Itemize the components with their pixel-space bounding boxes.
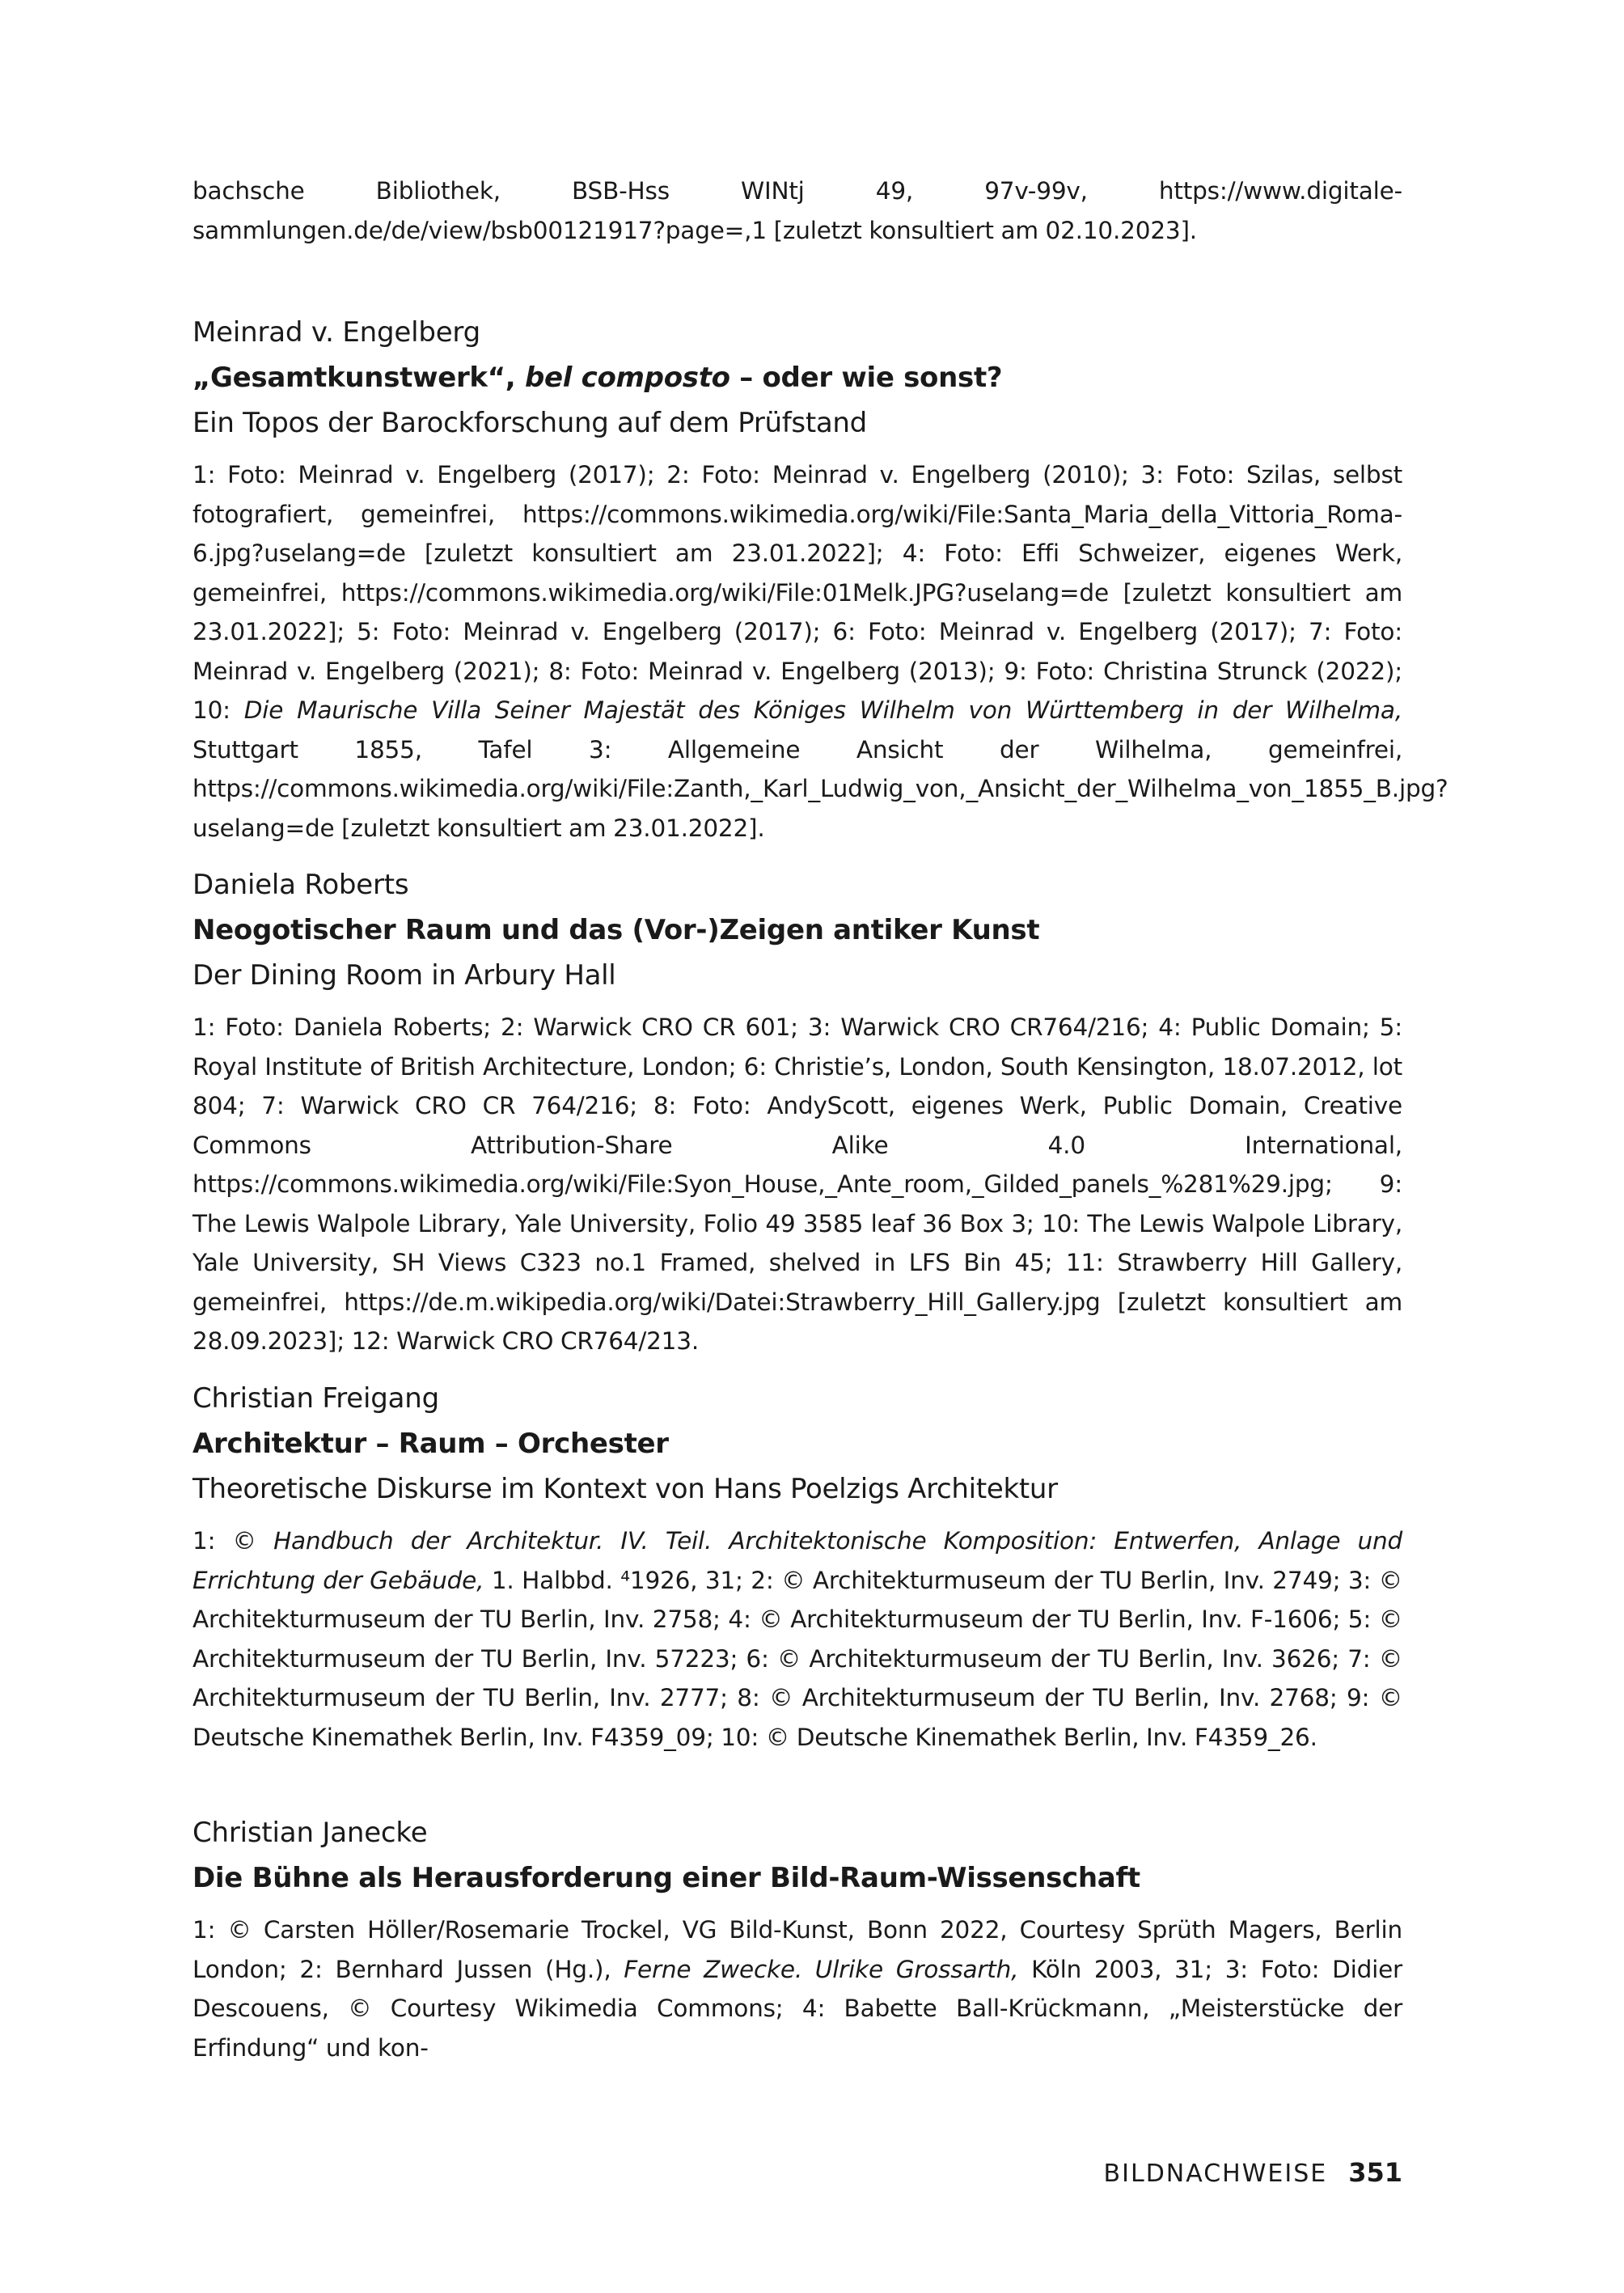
entry-credits: 1: Foto: Meinrad v. Engelberg (2017); 2: Foto: Meinrad v. Engelberg (2010); 3: Foto: Szilas, selbst fotografiert, gemeinfrei, https://commons.wikimedia.org/wiki/File:Santa_Maria_della_Vittoria_Roma-6.jpg?uselang=de [zuletzt konsultiert am 23.01.2022]; 4: Foto: Effi Schweizer, eigenes Werk, gemeinfrei, https://commons.wikimedia.org/wiki/File:01Melk.JPG?uselang=de [zuletzt konsultiert am 23.01.2022]; 5: Foto: Meinrad v. Engelberg (2017); 6: Foto: Meinrad v. Engelberg (2017); 7: Foto: Meinrad v. Engelberg (2021); 8: Foto: Meinrad v. Engelberg (2013); 9: Foto: Christina Strunck (2022); 10: Die Maurische Villa Seiner Majestät des Königes Wilhelm von Württemberg in der Wilhelma, Stuttgart 1855, Tafel 3: Allgemeine Ansicht der Wilhelma, gemeinfrei, https://commons.wikimedia.org/wiki/File:Zanth,_Karl_Ludwig_von,_Ansicht_der_Wilhelma_von_1855_B.jpg?uselang=de [zuletzt konsultiert am 23.01.2022].	[192, 461, 1448, 842]
entry-title: Architektur – Raum – Orchester	[192, 1428, 669, 1460]
entry-subtitle: Der Dining Room in Arbury Hall	[192, 959, 616, 992]
entry-title: „Gesamtkunstwerk“, bel composto – oder wie sonst?	[192, 362, 1003, 394]
page-number: 351	[1348, 2157, 1402, 2188]
page-footer	[1104, 2153, 1402, 2194]
entry-credits: 1: Foto: Daniela Roberts; 2: Warwick CRO CR 601; 3: Warwick CRO CR764/216; 4: Public Domain; 5: Royal Institute of British Architecture, London; 6: Christie’s, London, South Kensington, 18.07.2012, lot 804; 7: Warwick CRO CR 764/216; 8: Foto: AndyScott, eigenes Werk, Public Domain, Creative Commons Attribution-Share Alike 4.0 International, https://commons.wikimedia.org/wiki/File:Syon_House,_Ante_room,_Gilded_panels_%281%29.jpg; 9: The Lewis Walpole Library, Yale University, Folio 49 3585 leaf 36 Box 3; 10: The Lewis Walpole Library, Yale University, SH Views C323 no.1 Framed, shelved in LFS Bin 45; 11: Strawberry Hill Gallery, gemeinfrei, https://de.m.wikipedia.org/wiki/Datei:Strawberry_Hill_Gallery.jpg [zuletzt konsultiert am 28.09.2023]; 12: Warwick CRO CR764/213.	[192, 1013, 1402, 1355]
entry-subtitle: Theoretische Diskurse im Kontext von Hans Poelzigs Architektur	[192, 1473, 1058, 1505]
entry-author: Daniela Roberts	[192, 869, 409, 901]
entry-janecke	[192, 1810, 1402, 2067]
entry-title: Die Bühne als Herausforderung einer Bild-Raum-Wissenschaft	[192, 1862, 1140, 1894]
entry-author: Christian Freigang	[192, 1382, 440, 1415]
entry-credits: 1: © Carsten Höller/Rosemarie Trockel, VG Bild-Kunst, Bonn 2022, Courtesy Sprüth Magers, Berlin London; 2: Bernhard Jussen (Hg.), Ferne Zwecke. Ulrike Grossarth, Köln 2003, 31; 3: Foto: Didier Descouens, © Courtesy Wikimedia Commons; 4: Babette Ball-Krückmann, „Meisterstücke der Erfindung“ und kon-	[192, 1916, 1402, 2062]
page	[192, 0, 1448, 2293]
entry-author: Christian Janecke	[192, 1817, 428, 1849]
entry-author: Meinrad v. Engelberg	[192, 316, 480, 349]
entry-engelberg	[192, 310, 1448, 848]
entry-credits: 1: © Handbuch der Architektur. IV. Teil. Architektonische Komposition: Entwerfen, Anlage und Errichtung der Gebäude, 1. Halbbd. ⁴1926, 31; 2: © Architekturmuseum der TU Berlin, Inv. 2749; 3: © Architekturmuseum der TU Berlin, Inv. 2758; 4: © Architekturmuseum der TU Berlin, Inv. F-1606; 5: © Architekturmuseum der TU Berlin, Inv. 57223; 6: © Architekturmuseum der TU Berlin, Inv. 3626; 7: © Architekturmuseum der TU Berlin, Inv. 2777; 8: © Architekturmuseum der TU Berlin, Inv. 2768; 9: © Deutsche Kinemathek Berlin, Inv. F4359_09; 10: © Deutsche Kinemathek Berlin, Inv. F4359_26.	[192, 1527, 1403, 1751]
entry-title: Neogotischer Raum und das (Vor-)Zeigen antiker Kunst	[192, 914, 1040, 946]
entry-roberts	[192, 862, 1402, 1361]
entry-freigang	[192, 1376, 1402, 1757]
entry-subtitle: Ein Topos der Barockforschung auf dem Prüfstand	[192, 407, 867, 439]
continuation-paragraph: bachsche Bibliothek, BSB-Hss WINtj 49, 97v-99v, https://www.digitale-sammlungen.de/de/view/bsb00121917?page=,1 [zuletzt konsultiert am 02.10.2023].	[192, 177, 1402, 244]
running-head: BILDNACHWEISE	[1103, 2160, 1328, 2188]
